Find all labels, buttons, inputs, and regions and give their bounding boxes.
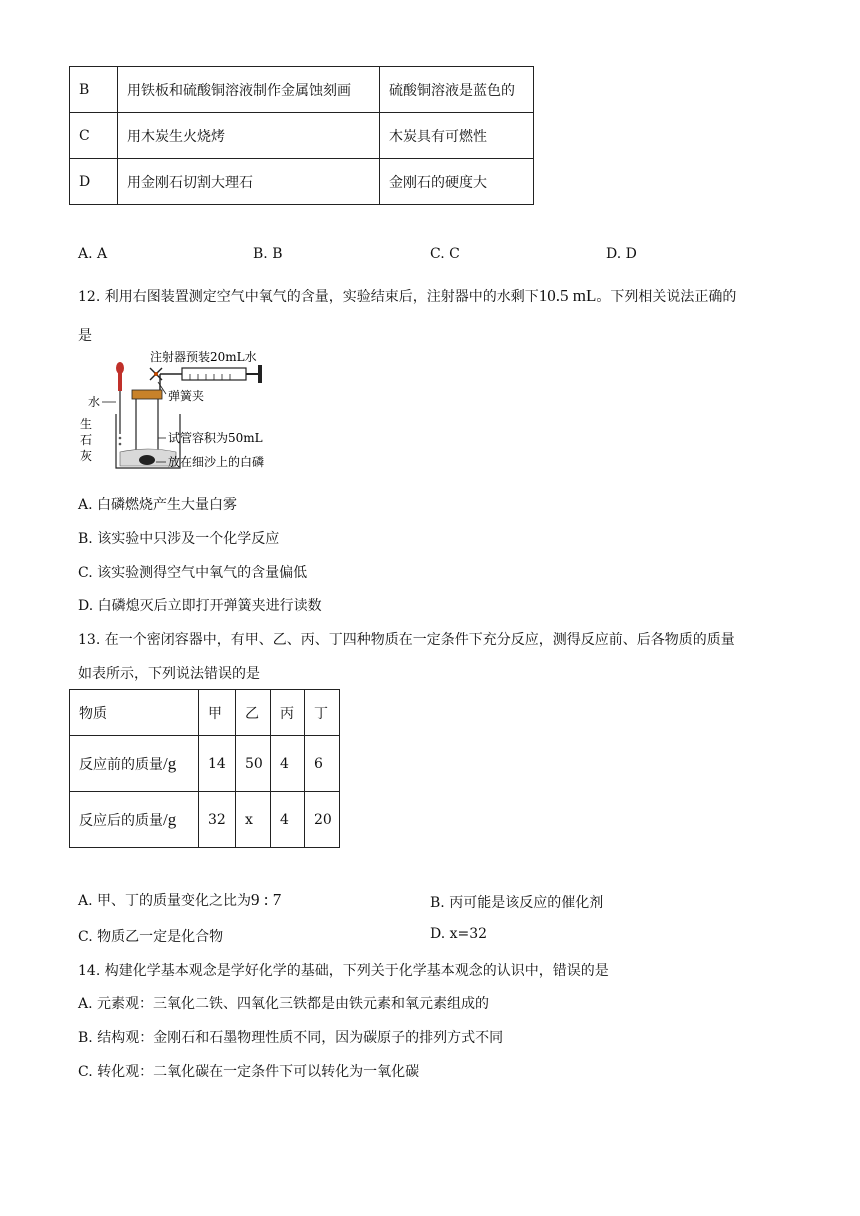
header-cell: 乙	[236, 690, 271, 736]
header-cell: 丁	[305, 690, 340, 736]
value-cell: 4	[271, 792, 305, 848]
lime-label-3: 灰	[80, 449, 93, 463]
method-cell: 用铁板和硫酸铜溶液制作金属蚀刻画	[118, 67, 380, 113]
table-row	[70, 792, 340, 848]
phosphorus-label: 放在细沙上的白磷	[168, 455, 265, 469]
value-cell: 14	[199, 736, 236, 792]
white-phosphorus	[139, 455, 155, 465]
q12-stem	[78, 286, 736, 306]
value-cell: 6	[305, 736, 340, 792]
q13-table	[69, 689, 340, 848]
value-cell: x	[236, 792, 271, 848]
option-cell: B	[70, 67, 118, 113]
q11-table	[69, 66, 534, 205]
clamp-label: 弹簧夹	[168, 389, 205, 403]
value-cell: 20	[305, 792, 340, 848]
q12-stem-value: 10.5 mL	[538, 286, 597, 305]
q13-option-a-text: A. 甲、丁的质量变化之比为	[78, 893, 252, 909]
value-cell: 4	[271, 736, 305, 792]
q13-option-b: B. 丙可能是该反应的催化剂	[430, 895, 604, 911]
q12-stem-cont: 是	[78, 328, 92, 344]
reason-cell: 木炭具有可燃性	[380, 113, 534, 159]
table-row	[70, 159, 534, 205]
row-label: 反应前的质量	[79, 756, 163, 773]
reason-cell: 金刚石的硬度大	[380, 159, 534, 205]
row-label-cell	[70, 792, 199, 848]
row-unit: /g	[163, 753, 177, 773]
option-cell: C	[70, 113, 118, 159]
value-cell: 32	[199, 792, 236, 848]
q11-option-a: A. A	[78, 246, 108, 262]
q12-apparatus-figure	[78, 344, 308, 474]
tube-volume-label: 试管容积为50mL	[168, 431, 263, 445]
plunger-handle	[258, 365, 262, 383]
row-label: 反应后的质量	[79, 812, 163, 829]
q12-stem-text-a: 12. 利用右图装置测定空气中氧气的含量，实验结束后，注射器中的水剩下	[78, 289, 539, 305]
q13-option-a	[78, 890, 281, 910]
q12-option-b: B. 该实验中只涉及一个化学反应	[78, 531, 280, 547]
q14-option-b: B. 结构观：金刚石和石墨物理性质不同，因为碳原子的排列方式不同	[78, 1030, 504, 1046]
value-cell: 50	[236, 736, 271, 792]
table-row	[70, 736, 340, 792]
header-cell: 丙	[271, 690, 305, 736]
q14-option-c: C. 转化观：二氧化碳在一定条件下可以转化为一氧化碳	[78, 1064, 420, 1080]
table-header-row	[70, 690, 340, 736]
q13-option-a-ratio: 9 : 7	[251, 890, 282, 909]
q12-option-a: A. 白磷燃烧产生大量白雾	[78, 497, 238, 513]
q12-stem-text-b: 。下列相关说法正确的	[596, 289, 737, 305]
rubber-stopper	[132, 390, 162, 399]
q13-stem-cont: 如表所示，下列说法错误的是	[78, 666, 260, 682]
water-label: 水	[88, 395, 101, 409]
dropper-icon	[116, 362, 124, 434]
reason-cell: 硫酸铜溶液是蓝色的	[380, 67, 534, 113]
q13-stem: 13. 在一个密闭容器中，有甲、乙、丙、丁四种物质在一定条件下充分反应，测得反应前、后各物质的质量	[78, 632, 735, 648]
header-cell: 物质	[70, 690, 199, 736]
row-label-cell	[70, 736, 199, 792]
header-cell: 甲	[199, 690, 236, 736]
q13-option-d: D. x=32	[430, 926, 488, 942]
table-row	[70, 113, 534, 159]
row-unit: /g	[163, 809, 177, 829]
method-cell: 用木炭生火烧烤	[118, 113, 380, 159]
lime-label-1: 生	[80, 417, 93, 431]
q14-option-a: A. 元素观：三氧化二铁、四氧化三铁都是由铁元素和氧元素组成的	[78, 996, 490, 1012]
q11-option-b: B. B	[253, 246, 283, 262]
q14-stem: 14. 构建化学基本观念是学好化学的基础，下列关于化学基本观念的认识中，错误的是	[78, 963, 609, 979]
q12-option-d: D. 白磷熄灭后立即打开弹簧夹进行读数	[78, 598, 322, 614]
lime-label-2: 石	[80, 433, 93, 447]
q11-option-c: C. C	[430, 246, 460, 262]
q12-option-c: C. 该实验测得空气中氧气的含量偏低	[78, 565, 308, 581]
q13-option-c: C. 物质乙一定是化合物	[78, 929, 224, 945]
syringe-label: 注射器预装20mL水	[150, 350, 257, 364]
q11-option-d: D. D	[606, 246, 637, 262]
option-cell: D	[70, 159, 118, 205]
table-row	[70, 67, 534, 113]
method-cell: 用金刚石切割大理石	[118, 159, 380, 205]
